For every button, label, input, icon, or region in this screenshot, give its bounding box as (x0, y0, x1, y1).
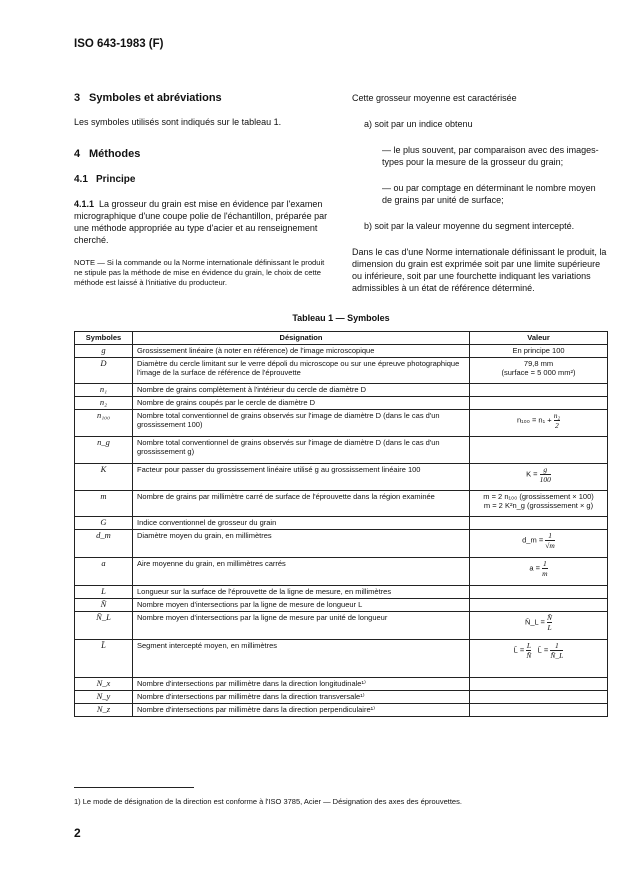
designation-cell: Nombre de grains complètement à l'intérieur du cercle de diamètre D (133, 383, 470, 396)
table-row (75, 463, 608, 490)
footnote-rule (74, 787, 194, 788)
table-row (75, 557, 608, 585)
designation-cell: Nombre total conventionnel de grains observés sur l'image de diamètre D (dans le cas d'un grossissement g) (133, 436, 470, 463)
header-designation: Désignation (133, 332, 470, 345)
footnote: 1) Le mode de désignation de la direction est conforme à l'ISO 3785, Acier — Désignation des axes des éprouvettes. (74, 797, 462, 806)
value-cell: a = $\frac{1}{m}$ (470, 557, 608, 585)
table-row (75, 409, 608, 436)
value-cell (470, 516, 608, 529)
symbol-cell: n₁₀₀ (75, 409, 133, 436)
designation-cell: Grossissement linéaire (à noter en référence) de l'image microscopique (133, 344, 470, 357)
table-row (75, 529, 608, 557)
section-4-heading: 4 Méthodes (74, 148, 141, 160)
table-row (75, 516, 608, 529)
table-body (75, 344, 608, 716)
fraction: $\frac{1}{N̄\_L}$ (550, 640, 564, 660)
designation-cell: Indice conventionnel de grosseur du grain (133, 516, 470, 529)
table-row (75, 611, 608, 639)
designation-cell: Longueur sur la surface de l'éprouvette de la ligne de mesure, en millimètres (133, 585, 470, 598)
table-row (75, 690, 608, 703)
header-symbol: Symboles (75, 332, 133, 345)
fraction: $\frac{1}{m}$ (542, 558, 548, 578)
value-cell: n₁₀₀ = n₁ + $\frac{\text{n₂}}{2}$ (470, 409, 608, 436)
section-4-1-heading: 4.1 Principe (74, 174, 136, 185)
value-cell (470, 396, 608, 409)
value-cell (470, 383, 608, 396)
document-header: ISO 643-1983 (F) (74, 38, 164, 50)
fraction: $\frac{g}{100}$ (539, 464, 551, 484)
symbol-cell: N_z (75, 703, 133, 716)
symbol-cell: K (75, 463, 133, 490)
table-row (75, 598, 608, 611)
item-a-dash-2: — ou par comptage en déterminant le nombre moyen de grains par unité de surface; (382, 183, 596, 205)
symbol-cell: D (75, 357, 133, 383)
designation-cell: Diamètre moyen du grain, en millimètres (133, 529, 470, 557)
symbol-cell: L (75, 585, 133, 598)
right-closing: Dans le cas d'une Norme internationale définissant le produit, la dimension du grain est exprimée soit par une limite supérieure ou inférieure, soit par une fourchette indiquant les variations admissibles à un état de référence déterminé. (352, 247, 607, 293)
table-row (75, 396, 608, 409)
designation-cell: Nombre d'intersections par millimètre dans la direction transversale¹⁾ (133, 690, 470, 703)
value-cell: En principe 100 (470, 344, 608, 357)
item-b: b) soit par la valeur moyenne du segment intercepté. (364, 221, 575, 231)
section-3-text: Les symboles utilisés sont indiqués sur le tableau 1. (74, 117, 282, 127)
value-cell: K = $\frac{g}{100}$ (470, 463, 608, 490)
header-value: Valeur (470, 332, 608, 345)
value-cell (470, 598, 608, 611)
table-row (75, 677, 608, 690)
value-cell: d_m = $\frac{1}{√m}$ (470, 529, 608, 557)
value-cell (470, 690, 608, 703)
symbol-cell: L̄ (75, 639, 133, 677)
right-intro: Cette grosseur moyenne est caractérisée (352, 93, 517, 103)
table-row (75, 436, 608, 463)
symbols-table (74, 331, 608, 717)
designation-cell: Nombre total conventionnel de grains observés sur l'image de diamètre D (dans le cas d'un grossissement 100) (133, 409, 470, 436)
value-cell: L̄ = $\frac{L}{N̄}$ L̄ = $\frac{1}{N̄\_L}$ (470, 639, 608, 677)
fraction: $\frac{1}{√m}$ (545, 530, 555, 550)
value-cell (470, 703, 608, 716)
symbol-cell: N̄_L (75, 611, 133, 639)
table-row (75, 344, 608, 357)
value-cell (470, 585, 608, 598)
designation-cell: Segment intercepté moyen, en millimètres (133, 639, 470, 677)
table-title: Tableau 1 — Symboles (292, 313, 390, 323)
designation-cell: Nombre de grains par millimètre carré de surface de l'éprouvette dans la région examinée (133, 490, 470, 516)
symbol-cell: d_m (75, 529, 133, 557)
symbol-cell: m (75, 490, 133, 516)
designation-cell: Nombre d'intersections par millimètre dans la direction perpendiculaire¹⁾ (133, 703, 470, 716)
item-a-dash-1: — le plus souvent, par comparaison avec des images-types pour la mesure de la grosseur du grain; (382, 145, 599, 167)
value-cell: 79,8 mm (surface = 5 000 mm²) (470, 357, 608, 383)
table-row (75, 357, 608, 383)
designation-cell: Aire moyenne du grain, en millimètres carrés (133, 557, 470, 585)
right-column (352, 92, 608, 294)
symbol-cell: n₂ (75, 396, 133, 409)
table-row (75, 639, 608, 677)
designation-cell: Nombre de grains coupés par le cercle de diamètre D (133, 396, 470, 409)
designation-cell: Diamètre du cercle limitant sur le verre dépoli du microscope ou sur une épreuve photographique l'image de la surface de référence de l'éprouvette (133, 357, 470, 383)
value-cell: m = 2 n₁₀₀ (grossissement × 100) m = 2 K²n_g (grossissement × g) (470, 490, 608, 516)
table-row (75, 585, 608, 598)
table-header-row (75, 332, 608, 345)
table-row (75, 703, 608, 716)
symbol-cell: g (75, 344, 133, 357)
symbol-cell: N_x (75, 677, 133, 690)
designation-cell: Facteur pour passer du grossissement linéaire utilisé g au grossissement linéaire 100 (133, 463, 470, 490)
symbol-cell: n₁ (75, 383, 133, 396)
section-3-heading: 3 Symboles et abréviations (74, 92, 222, 104)
symbol-cell: a (75, 557, 133, 585)
fraction: $\frac{L}{N̄}$ (526, 640, 532, 660)
value-cell: N̄_L = $\frac{N̄}{L}$ (470, 611, 608, 639)
designation-cell: Nombre d'intersections par millimètre dans la direction longitudinale¹⁾ (133, 677, 470, 690)
designation-cell: Nombre moyen d'intersections par la ligne de mesure de longueur L (133, 598, 470, 611)
value-cell (470, 436, 608, 463)
symbol-cell: n_g (75, 436, 133, 463)
paragraph-4-1-1: 4.1.1 La grosseur du grain est mise en évidence par l'examen micrographique d'une coupe polie de l'échantillon, préparée par une méthode appropriée au type d'acier et au renseignement cherché. (74, 199, 328, 245)
value-cell (470, 677, 608, 690)
designation-cell: Nombre moyen d'intersections par la ligne de mesure par unité de longueur (133, 611, 470, 639)
note: NOTE — Si la commande ou la Norme internationale définissant le produit ne stipule pas la méthode de mise en évidence du grain, le choix de cette méthode est laissé à l'initiative du producteur. (74, 258, 325, 287)
fraction: $\frac{\text{n₂}}{2}$ (553, 410, 561, 430)
item-a: a) soit par un indice obtenu (364, 119, 473, 129)
table-row (75, 490, 608, 516)
table-row (75, 383, 608, 396)
symbol-cell: N_y (75, 690, 133, 703)
page-number: 2 (74, 826, 81, 840)
left-column (74, 92, 332, 288)
symbol-cell: G (75, 516, 133, 529)
fraction: $\frac{N̄}{L}$ (547, 612, 553, 632)
symbol-cell: N̄ (75, 598, 133, 611)
